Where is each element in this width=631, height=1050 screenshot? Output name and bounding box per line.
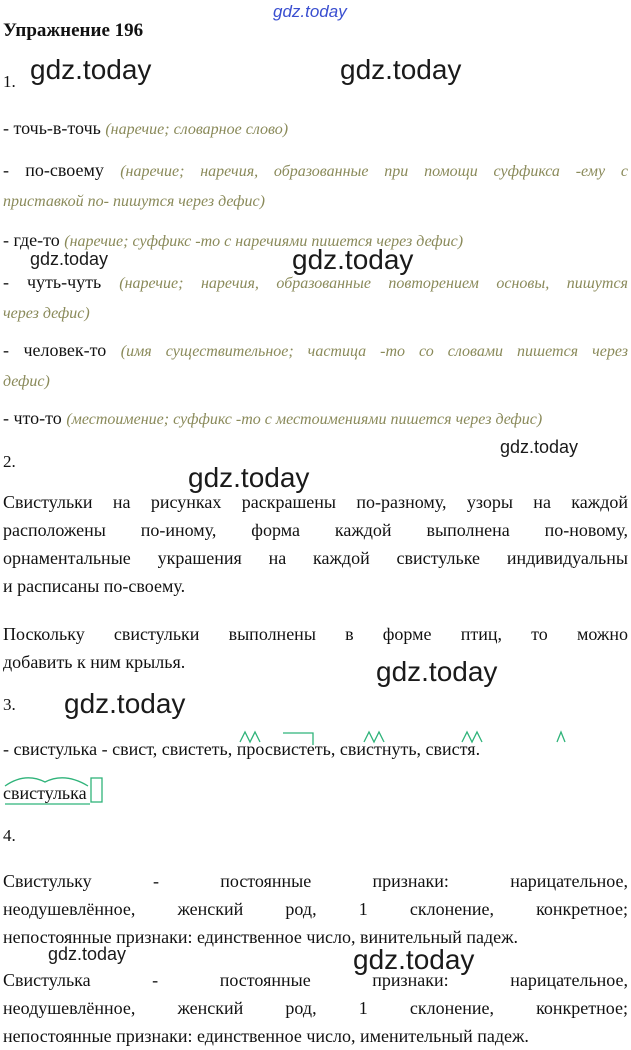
item-word: - человек-то xyxy=(3,340,121,360)
watermark: gdz.today xyxy=(340,54,462,85)
item-note: (наречие; словарное слово) xyxy=(105,121,289,138)
paragraph-2b xyxy=(3,620,628,676)
watermark: gdz.today xyxy=(292,244,414,275)
item-chutchut xyxy=(3,268,628,328)
text-line: добавить к ним крылья. xyxy=(3,652,186,672)
item-note: (наречие; наречия, образованные повторением основы, пишутся xyxy=(119,275,628,292)
watermark: gdz.today xyxy=(188,462,310,493)
watermark-top: gdz.today xyxy=(273,2,347,21)
item-note: (местоимение; суффикс -то с местоимениями пишется через дефис) xyxy=(66,411,543,428)
item-word: - что-то xyxy=(3,408,67,428)
text-line: неодушевлённое, женский род, 1 склонение, конкретное; xyxy=(3,899,628,919)
text-line: орнаментальные украшения на каждой свистульке индивидуальны xyxy=(3,548,628,568)
text-line: Поскольку свистульки выполнены в форме птиц, то можно xyxy=(3,624,628,644)
morpheme-word: свистулька xyxy=(3,783,87,803)
text-line: и расписаны по-своему. xyxy=(3,576,186,596)
watermark: gdz.today xyxy=(30,54,152,85)
page-title: Упражнение 196 xyxy=(3,20,144,41)
word-family-line: - свистулька - свист, свистеть, просвистеть, свистнуть, свистя. xyxy=(3,739,481,759)
text-line: Свистульки на рисунках раскрашены по-разному, узоры на каждой xyxy=(3,492,628,512)
watermark: gdz.today xyxy=(500,437,579,457)
section-1-number: 1. xyxy=(3,72,16,91)
text-line: неодушевлённое, женский род, 1 склонение, конкретное; xyxy=(3,998,628,1018)
item-note: (наречие; суффикс -то с наречиями пишется через дефис) xyxy=(64,233,464,250)
item-note: (наречие; наречия, образованные при помощи суффикса -ему с xyxy=(120,163,628,180)
item-word: - по-своему xyxy=(3,160,121,180)
watermark: gdz.today xyxy=(30,249,109,269)
item-word: - где-то xyxy=(3,230,65,250)
item-note-cont: приставкой по- пишутся через дефис) xyxy=(3,193,265,210)
watermark: gdz.today xyxy=(48,944,127,964)
text-line: Свистульку - постоянные признаки: нарицательное, xyxy=(3,871,628,891)
item-posvoemu xyxy=(3,156,628,216)
ending-box xyxy=(91,778,102,802)
item-note-cont: дефис) xyxy=(3,373,50,390)
item-note-cont: через дефис) xyxy=(3,305,90,322)
text-line: непостоянные признаки: единственное число, именительный падеж. xyxy=(3,1026,529,1046)
watermark: gdz.today xyxy=(376,656,498,687)
item-word: - чуть-чуть xyxy=(3,272,120,292)
paragraph-4a xyxy=(3,867,628,951)
text-line: Свистулька - постоянные признаки: нарицательное, xyxy=(3,970,628,990)
watermark: gdz.today xyxy=(64,688,186,719)
item-note: (имя существительное; частица -то со словами пишется через xyxy=(120,343,628,360)
item-tochvtoch xyxy=(3,114,628,144)
text-line: расположены по-иному, форма каждой выполнена по-новому, xyxy=(3,520,628,540)
section-3-number: 3. xyxy=(3,695,16,714)
watermark: gdz.today xyxy=(353,944,475,975)
item-chtoto xyxy=(3,404,628,434)
item-chelovekto xyxy=(3,336,628,396)
item-word: - точь-в-точь xyxy=(3,118,106,138)
text-line: непостоянные признаки: единственное число, винительный падеж. xyxy=(3,927,519,947)
paragraph-4b xyxy=(3,966,628,1050)
section-2-number: 2. xyxy=(3,452,16,471)
paragraph-2a xyxy=(3,488,628,600)
section-4-number: 4. xyxy=(3,826,16,845)
